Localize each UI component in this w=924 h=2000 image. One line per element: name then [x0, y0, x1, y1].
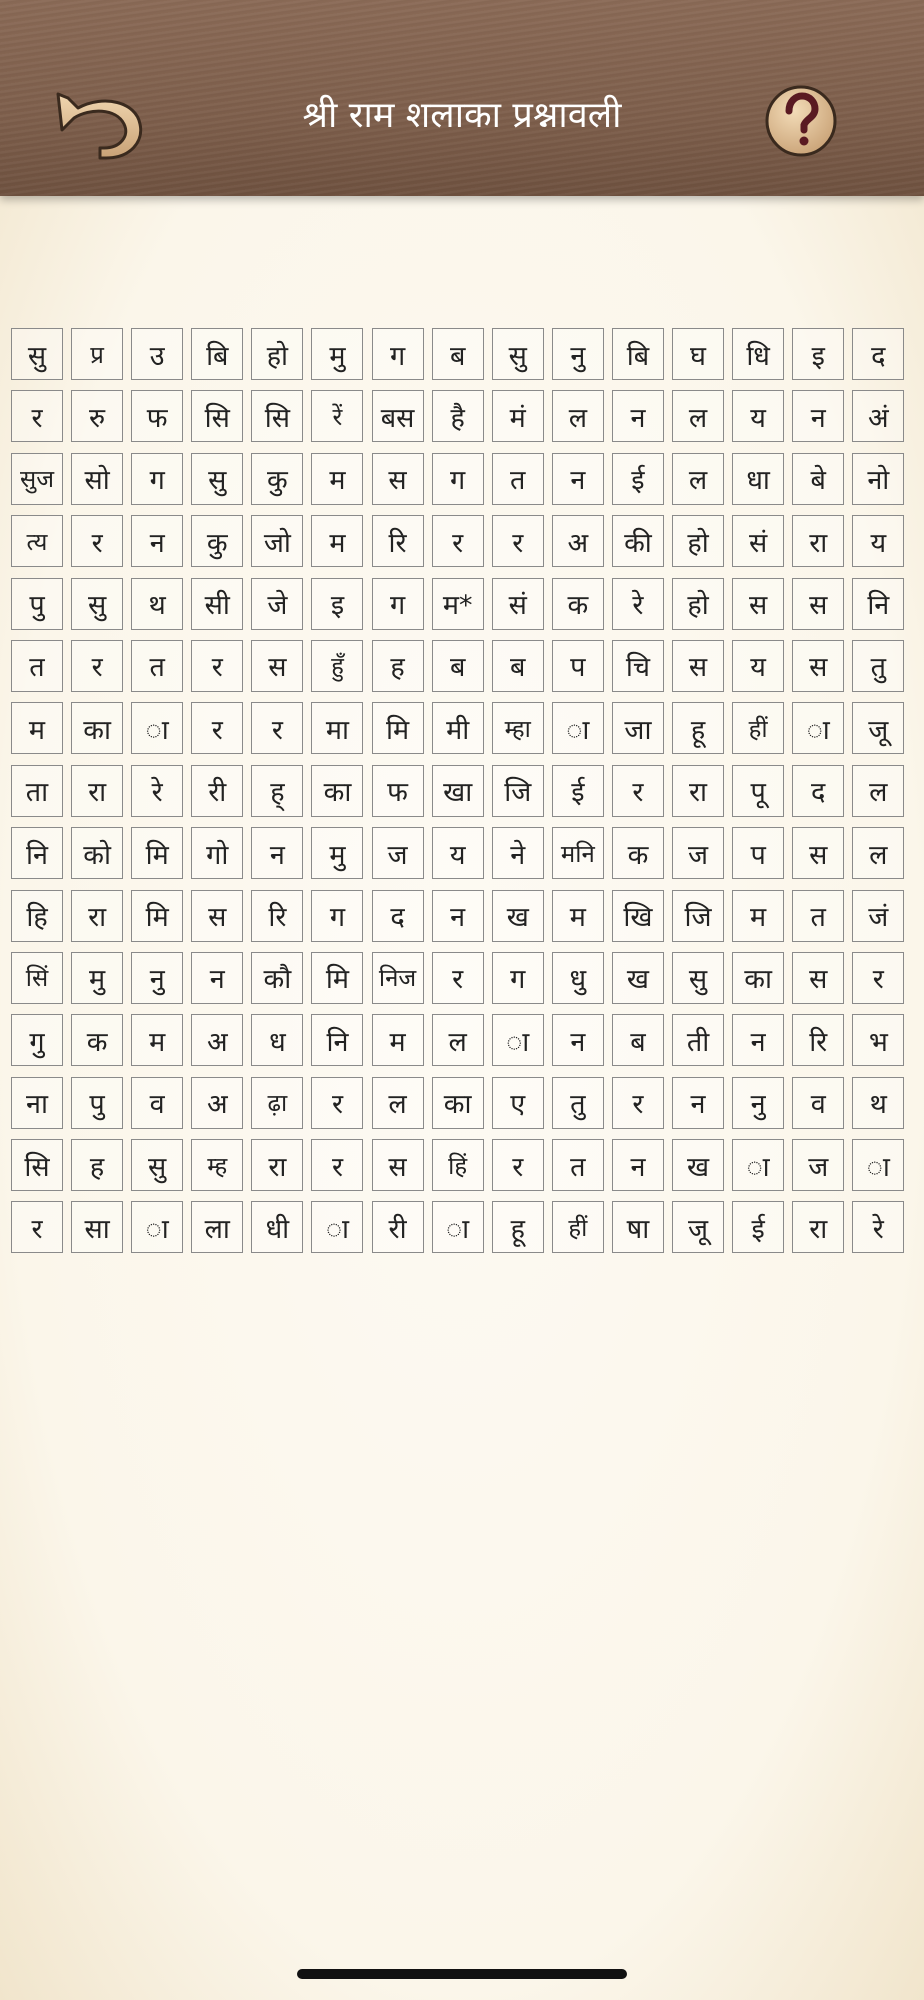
- grid-cell[interactable]: द: [372, 890, 424, 942]
- grid-cell[interactable]: र: [492, 1139, 544, 1191]
- grid-cell[interactable]: सि: [11, 1139, 63, 1191]
- grid-cell[interactable]: षा: [612, 1201, 664, 1253]
- grid-cell[interactable]: द: [852, 328, 904, 380]
- grid-cell[interactable]: रा: [672, 765, 724, 817]
- grid-cell[interactable]: ख: [672, 1139, 724, 1191]
- grid-cell[interactable]: ा: [311, 1201, 363, 1253]
- grid-cell[interactable]: मी: [432, 702, 484, 754]
- grid-cell[interactable]: त: [552, 1139, 604, 1191]
- grid-cell[interactable]: स: [792, 640, 844, 692]
- grid-cell[interactable]: म: [732, 890, 784, 942]
- grid-cell[interactable]: ब: [492, 640, 544, 692]
- grid-cell[interactable]: सुज: [11, 453, 63, 505]
- grid-cell[interactable]: चि: [612, 640, 664, 692]
- grid-cell[interactable]: क: [552, 578, 604, 630]
- grid-cell[interactable]: ती: [672, 1014, 724, 1066]
- grid-cell[interactable]: सं: [732, 515, 784, 567]
- grid-cell[interactable]: री: [372, 1201, 424, 1253]
- grid-cell[interactable]: ब: [612, 1014, 664, 1066]
- grid-cell[interactable]: द: [792, 765, 844, 817]
- grid-cell[interactable]: न: [792, 390, 844, 442]
- grid-cell[interactable]: ब: [432, 328, 484, 380]
- grid-cell[interactable]: इ: [311, 578, 363, 630]
- grid-cell[interactable]: र: [311, 1077, 363, 1129]
- grid-cell[interactable]: मि: [131, 890, 183, 942]
- grid-cell[interactable]: सु: [191, 453, 243, 505]
- grid-cell[interactable]: हो: [672, 515, 724, 567]
- grid-cell[interactable]: धु: [552, 952, 604, 1004]
- grid-cell[interactable]: हि: [11, 890, 63, 942]
- grid-cell[interactable]: र: [11, 390, 63, 442]
- grid-cell[interactable]: ा: [552, 702, 604, 754]
- grid-cell[interactable]: ग: [372, 328, 424, 380]
- grid-cell[interactable]: नु: [552, 328, 604, 380]
- grid-cell[interactable]: बस: [372, 390, 424, 442]
- grid-cell[interactable]: सी: [191, 578, 243, 630]
- grid-cell[interactable]: मं: [492, 390, 544, 442]
- grid-cell[interactable]: मु: [311, 827, 363, 879]
- grid-cell[interactable]: रे: [852, 1201, 904, 1253]
- grid-cell[interactable]: सु: [131, 1139, 183, 1191]
- grid-cell[interactable]: रा: [251, 1139, 303, 1191]
- grid-cell[interactable]: ल: [672, 390, 724, 442]
- grid-cell[interactable]: स: [191, 890, 243, 942]
- grid-cell[interactable]: य: [432, 827, 484, 879]
- grid-cell[interactable]: तु: [552, 1077, 604, 1129]
- grid-cell[interactable]: रे: [612, 578, 664, 630]
- grid-cell[interactable]: सु: [11, 328, 63, 380]
- grid-cell[interactable]: स: [251, 640, 303, 692]
- grid-cell[interactable]: ब: [432, 640, 484, 692]
- grid-cell[interactable]: रा: [71, 890, 123, 942]
- grid-cell[interactable]: रु: [71, 390, 123, 442]
- grid-cell[interactable]: सो: [71, 453, 123, 505]
- grid-cell[interactable]: व: [792, 1077, 844, 1129]
- grid-cell[interactable]: ख: [492, 890, 544, 942]
- grid-cell[interactable]: ा: [732, 1139, 784, 1191]
- grid-cell[interactable]: म: [311, 515, 363, 567]
- grid-cell[interactable]: पु: [11, 578, 63, 630]
- grid-cell[interactable]: र: [251, 702, 303, 754]
- grid-cell[interactable]: ई: [612, 453, 664, 505]
- grid-cell[interactable]: न: [552, 453, 604, 505]
- grid-cell[interactable]: ए: [492, 1077, 544, 1129]
- grid-cell[interactable]: ा: [131, 702, 183, 754]
- grid-cell[interactable]: ल: [852, 765, 904, 817]
- grid-cell[interactable]: मि: [131, 827, 183, 879]
- grid-cell[interactable]: जि: [492, 765, 544, 817]
- grid-cell[interactable]: खि: [612, 890, 664, 942]
- grid-cell[interactable]: न: [732, 1014, 784, 1066]
- grid-cell[interactable]: ज: [672, 827, 724, 879]
- grid-cell[interactable]: अ: [191, 1014, 243, 1066]
- grid-cell[interactable]: त: [792, 890, 844, 942]
- grid-cell[interactable]: ा: [131, 1201, 183, 1253]
- grid-cell[interactable]: बि: [191, 328, 243, 380]
- grid-cell[interactable]: मु: [71, 952, 123, 1004]
- grid-cell[interactable]: निज: [372, 952, 424, 1004]
- grid-cell[interactable]: न: [672, 1077, 724, 1129]
- grid-cell[interactable]: त: [131, 640, 183, 692]
- grid-cell[interactable]: हीं: [552, 1201, 604, 1253]
- grid-cell[interactable]: घ: [672, 328, 724, 380]
- grid-cell[interactable]: ह: [372, 640, 424, 692]
- grid-cell[interactable]: स: [372, 453, 424, 505]
- grid-cell[interactable]: स: [672, 640, 724, 692]
- grid-cell[interactable]: रा: [792, 1201, 844, 1253]
- grid-cell[interactable]: का: [432, 1077, 484, 1129]
- home-indicator: [297, 1969, 627, 1979]
- grid-cell[interactable]: सिं: [11, 952, 63, 1004]
- grid-cell[interactable]: म्ह: [191, 1139, 243, 1191]
- grid-cell[interactable]: स: [792, 827, 844, 879]
- grid-cell[interactable]: धा: [732, 453, 784, 505]
- grid-cell[interactable]: र: [311, 1139, 363, 1191]
- grid-cell[interactable]: अ: [552, 515, 604, 567]
- grid-cell[interactable]: रे: [131, 765, 183, 817]
- grid-cell[interactable]: इ: [792, 328, 844, 380]
- grid-cell[interactable]: पू: [732, 765, 784, 817]
- grid-cell[interactable]: त: [11, 640, 63, 692]
- grid-cell[interactable]: मु: [311, 328, 363, 380]
- grid-cell[interactable]: ग: [492, 952, 544, 1004]
- grid-cell[interactable]: गो: [191, 827, 243, 879]
- grid-cell[interactable]: थ: [852, 1077, 904, 1129]
- grid-cell[interactable]: ना: [11, 1077, 63, 1129]
- grid-cell[interactable]: का: [71, 702, 123, 754]
- grid-cell[interactable]: फ: [131, 390, 183, 442]
- grid-cell[interactable]: य: [732, 390, 784, 442]
- grid-cell[interactable]: ज: [792, 1139, 844, 1191]
- grid-cell[interactable]: र: [11, 1201, 63, 1253]
- grid-cell[interactable]: जा: [612, 702, 664, 754]
- grid-cell[interactable]: सि: [251, 390, 303, 442]
- grid-cell[interactable]: र: [432, 515, 484, 567]
- grid-cell[interactable]: मि: [311, 952, 363, 1004]
- grid-cell[interactable]: हुँ: [311, 640, 363, 692]
- grid-cell[interactable]: म: [372, 1014, 424, 1066]
- grid-cell[interactable]: स: [792, 952, 844, 1004]
- grid-cell[interactable]: म: [552, 890, 604, 942]
- grid-cell[interactable]: मनि: [552, 827, 604, 879]
- grid-cell[interactable]: हू: [492, 1201, 544, 1253]
- grid-cell[interactable]: न: [131, 515, 183, 567]
- grid-cell[interactable]: का: [732, 952, 784, 1004]
- grid-cell[interactable]: रि: [792, 1014, 844, 1066]
- grid-cell[interactable]: र: [191, 640, 243, 692]
- grid-cell[interactable]: य: [852, 515, 904, 567]
- grid-cell[interactable]: र: [612, 1077, 664, 1129]
- grid-cell[interactable]: उ: [131, 328, 183, 380]
- grid-cell[interactable]: हो: [672, 578, 724, 630]
- grid-cell[interactable]: ला: [191, 1201, 243, 1253]
- grid-cell[interactable]: म्हा: [492, 702, 544, 754]
- grid-cell[interactable]: सि: [191, 390, 243, 442]
- grid-cell[interactable]: ल: [432, 1014, 484, 1066]
- grid-cell[interactable]: अं: [852, 390, 904, 442]
- grid-cell[interactable]: जो: [251, 515, 303, 567]
- grid-cell[interactable]: हिं: [432, 1139, 484, 1191]
- grid-cell[interactable]: फ: [372, 765, 424, 817]
- grid-cell[interactable]: मा: [311, 702, 363, 754]
- grid-cell[interactable]: स: [372, 1139, 424, 1191]
- grid-cell[interactable]: तु: [852, 640, 904, 692]
- grid-cell[interactable]: हो: [251, 328, 303, 380]
- grid-cell[interactable]: म*: [432, 578, 484, 630]
- grid-cell[interactable]: न: [612, 1139, 664, 1191]
- grid-cell[interactable]: प्र: [71, 328, 123, 380]
- grid-cell[interactable]: न: [552, 1014, 604, 1066]
- grid-cell[interactable]: न: [612, 390, 664, 442]
- grid-cell[interactable]: अ: [191, 1077, 243, 1129]
- grid-cell[interactable]: न: [251, 827, 303, 879]
- grid-cell[interactable]: थ: [131, 578, 183, 630]
- grid-cell[interactable]: हू: [672, 702, 724, 754]
- grid-cell[interactable]: म: [311, 453, 363, 505]
- grid-cell[interactable]: नि: [11, 827, 63, 879]
- grid-cell[interactable]: नि: [852, 578, 904, 630]
- grid-cell[interactable]: मि: [372, 702, 424, 754]
- grid-cell[interactable]: जि: [672, 890, 724, 942]
- grid-cell[interactable]: सु: [492, 328, 544, 380]
- grid-cell[interactable]: त: [492, 453, 544, 505]
- grid-cell[interactable]: स: [792, 578, 844, 630]
- grid-cell[interactable]: कु: [191, 515, 243, 567]
- grid-cell[interactable]: की: [612, 515, 664, 567]
- grid-cell[interactable]: री: [191, 765, 243, 817]
- grid-cell[interactable]: ता: [11, 765, 63, 817]
- grid-cell[interactable]: क: [71, 1014, 123, 1066]
- grid-cell[interactable]: ग: [311, 890, 363, 942]
- grid-cell[interactable]: ा: [792, 702, 844, 754]
- grid-cell[interactable]: है: [432, 390, 484, 442]
- grid-cell[interactable]: नि: [311, 1014, 363, 1066]
- grid-cell[interactable]: पु: [71, 1077, 123, 1129]
- grid-cell[interactable]: र: [492, 515, 544, 567]
- grid-cell[interactable]: जं: [852, 890, 904, 942]
- grid-cell[interactable]: कु: [251, 453, 303, 505]
- grid-cell[interactable]: त्य: [11, 515, 63, 567]
- grid-cell[interactable]: ा: [492, 1014, 544, 1066]
- grid-cell[interactable]: र: [71, 640, 123, 692]
- grid-cell[interactable]: खा: [432, 765, 484, 817]
- grid-cell[interactable]: प: [552, 640, 604, 692]
- grid-cell[interactable]: रा: [792, 515, 844, 567]
- grid-cell[interactable]: हीं: [732, 702, 784, 754]
- grid-cell[interactable]: ग: [432, 453, 484, 505]
- grid-cell[interactable]: रि: [251, 890, 303, 942]
- grid-cell[interactable]: य: [732, 640, 784, 692]
- grid-cell[interactable]: धी: [251, 1201, 303, 1253]
- grid-cell[interactable]: म: [11, 702, 63, 754]
- grid-cell[interactable]: कौ: [251, 952, 303, 1004]
- grid-cell[interactable]: ढ़ा: [251, 1077, 303, 1129]
- grid-cell[interactable]: प: [732, 827, 784, 879]
- grid-cell[interactable]: न: [432, 890, 484, 942]
- question-mark-icon: [764, 84, 838, 158]
- grid-cell[interactable]: रें: [311, 390, 363, 442]
- grid-cell[interactable]: ने: [492, 827, 544, 879]
- grid-cell[interactable]: ख: [612, 952, 664, 1004]
- app-header: [0, 0, 924, 196]
- grid-cell[interactable]: स: [732, 578, 784, 630]
- grid-cell[interactable]: नो: [852, 453, 904, 505]
- grid-cell[interactable]: जू: [852, 702, 904, 754]
- grid-cell[interactable]: सा: [71, 1201, 123, 1253]
- page-title: श्री राम शलाका प्रश्नावली: [302, 95, 622, 136]
- grid-cell[interactable]: सु: [672, 952, 724, 1004]
- grid-cell[interactable]: जू: [672, 1201, 724, 1253]
- grid-cell[interactable]: र: [191, 702, 243, 754]
- grid-cell[interactable]: ल: [372, 1077, 424, 1129]
- grid-cell[interactable]: ज: [372, 827, 424, 879]
- grid-cell[interactable]: म: [131, 1014, 183, 1066]
- grid-cell[interactable]: ग: [131, 453, 183, 505]
- grid-cell[interactable]: का: [311, 765, 363, 817]
- grid-cell[interactable]: ई: [732, 1201, 784, 1253]
- grid-cell[interactable]: बे: [792, 453, 844, 505]
- help-button[interactable]: [764, 84, 838, 158]
- grid-cell[interactable]: ध: [251, 1014, 303, 1066]
- grid-cell[interactable]: व: [131, 1077, 183, 1129]
- grid-cell[interactable]: गु: [11, 1014, 63, 1066]
- grid-cell[interactable]: ल: [672, 453, 724, 505]
- grid-cell[interactable]: र: [612, 765, 664, 817]
- grid-cell[interactable]: र: [852, 952, 904, 1004]
- grid-cell[interactable]: भ: [852, 1014, 904, 1066]
- grid-cell[interactable]: ा: [432, 1201, 484, 1253]
- grid-cell[interactable]: क: [612, 827, 664, 879]
- grid-cell[interactable]: को: [71, 827, 123, 879]
- grid-cell[interactable]: धि: [732, 328, 784, 380]
- shalaka-grid: [11, 328, 904, 1253]
- grid-cell[interactable]: ह: [71, 1139, 123, 1191]
- grid-cell[interactable]: ई: [552, 765, 604, 817]
- grid-cell[interactable]: ग: [372, 578, 424, 630]
- grid-cell[interactable]: र: [432, 952, 484, 1004]
- grid-cell[interactable]: ह्: [251, 765, 303, 817]
- grid-cell[interactable]: ा: [852, 1139, 904, 1191]
- grid-cell[interactable]: रि: [372, 515, 424, 567]
- grid-cell[interactable]: नु: [131, 952, 183, 1004]
- grid-cell[interactable]: न: [191, 952, 243, 1004]
- grid-cell[interactable]: र: [71, 515, 123, 567]
- grid-cell[interactable]: ल: [852, 827, 904, 879]
- grid-cell[interactable]: रा: [71, 765, 123, 817]
- grid-cell[interactable]: नु: [732, 1077, 784, 1129]
- grid-cell[interactable]: सं: [492, 578, 544, 630]
- grid-cell[interactable]: बि: [612, 328, 664, 380]
- grid-cell[interactable]: सु: [71, 578, 123, 630]
- grid-cell[interactable]: ल: [552, 390, 604, 442]
- grid-cell[interactable]: जे: [251, 578, 303, 630]
